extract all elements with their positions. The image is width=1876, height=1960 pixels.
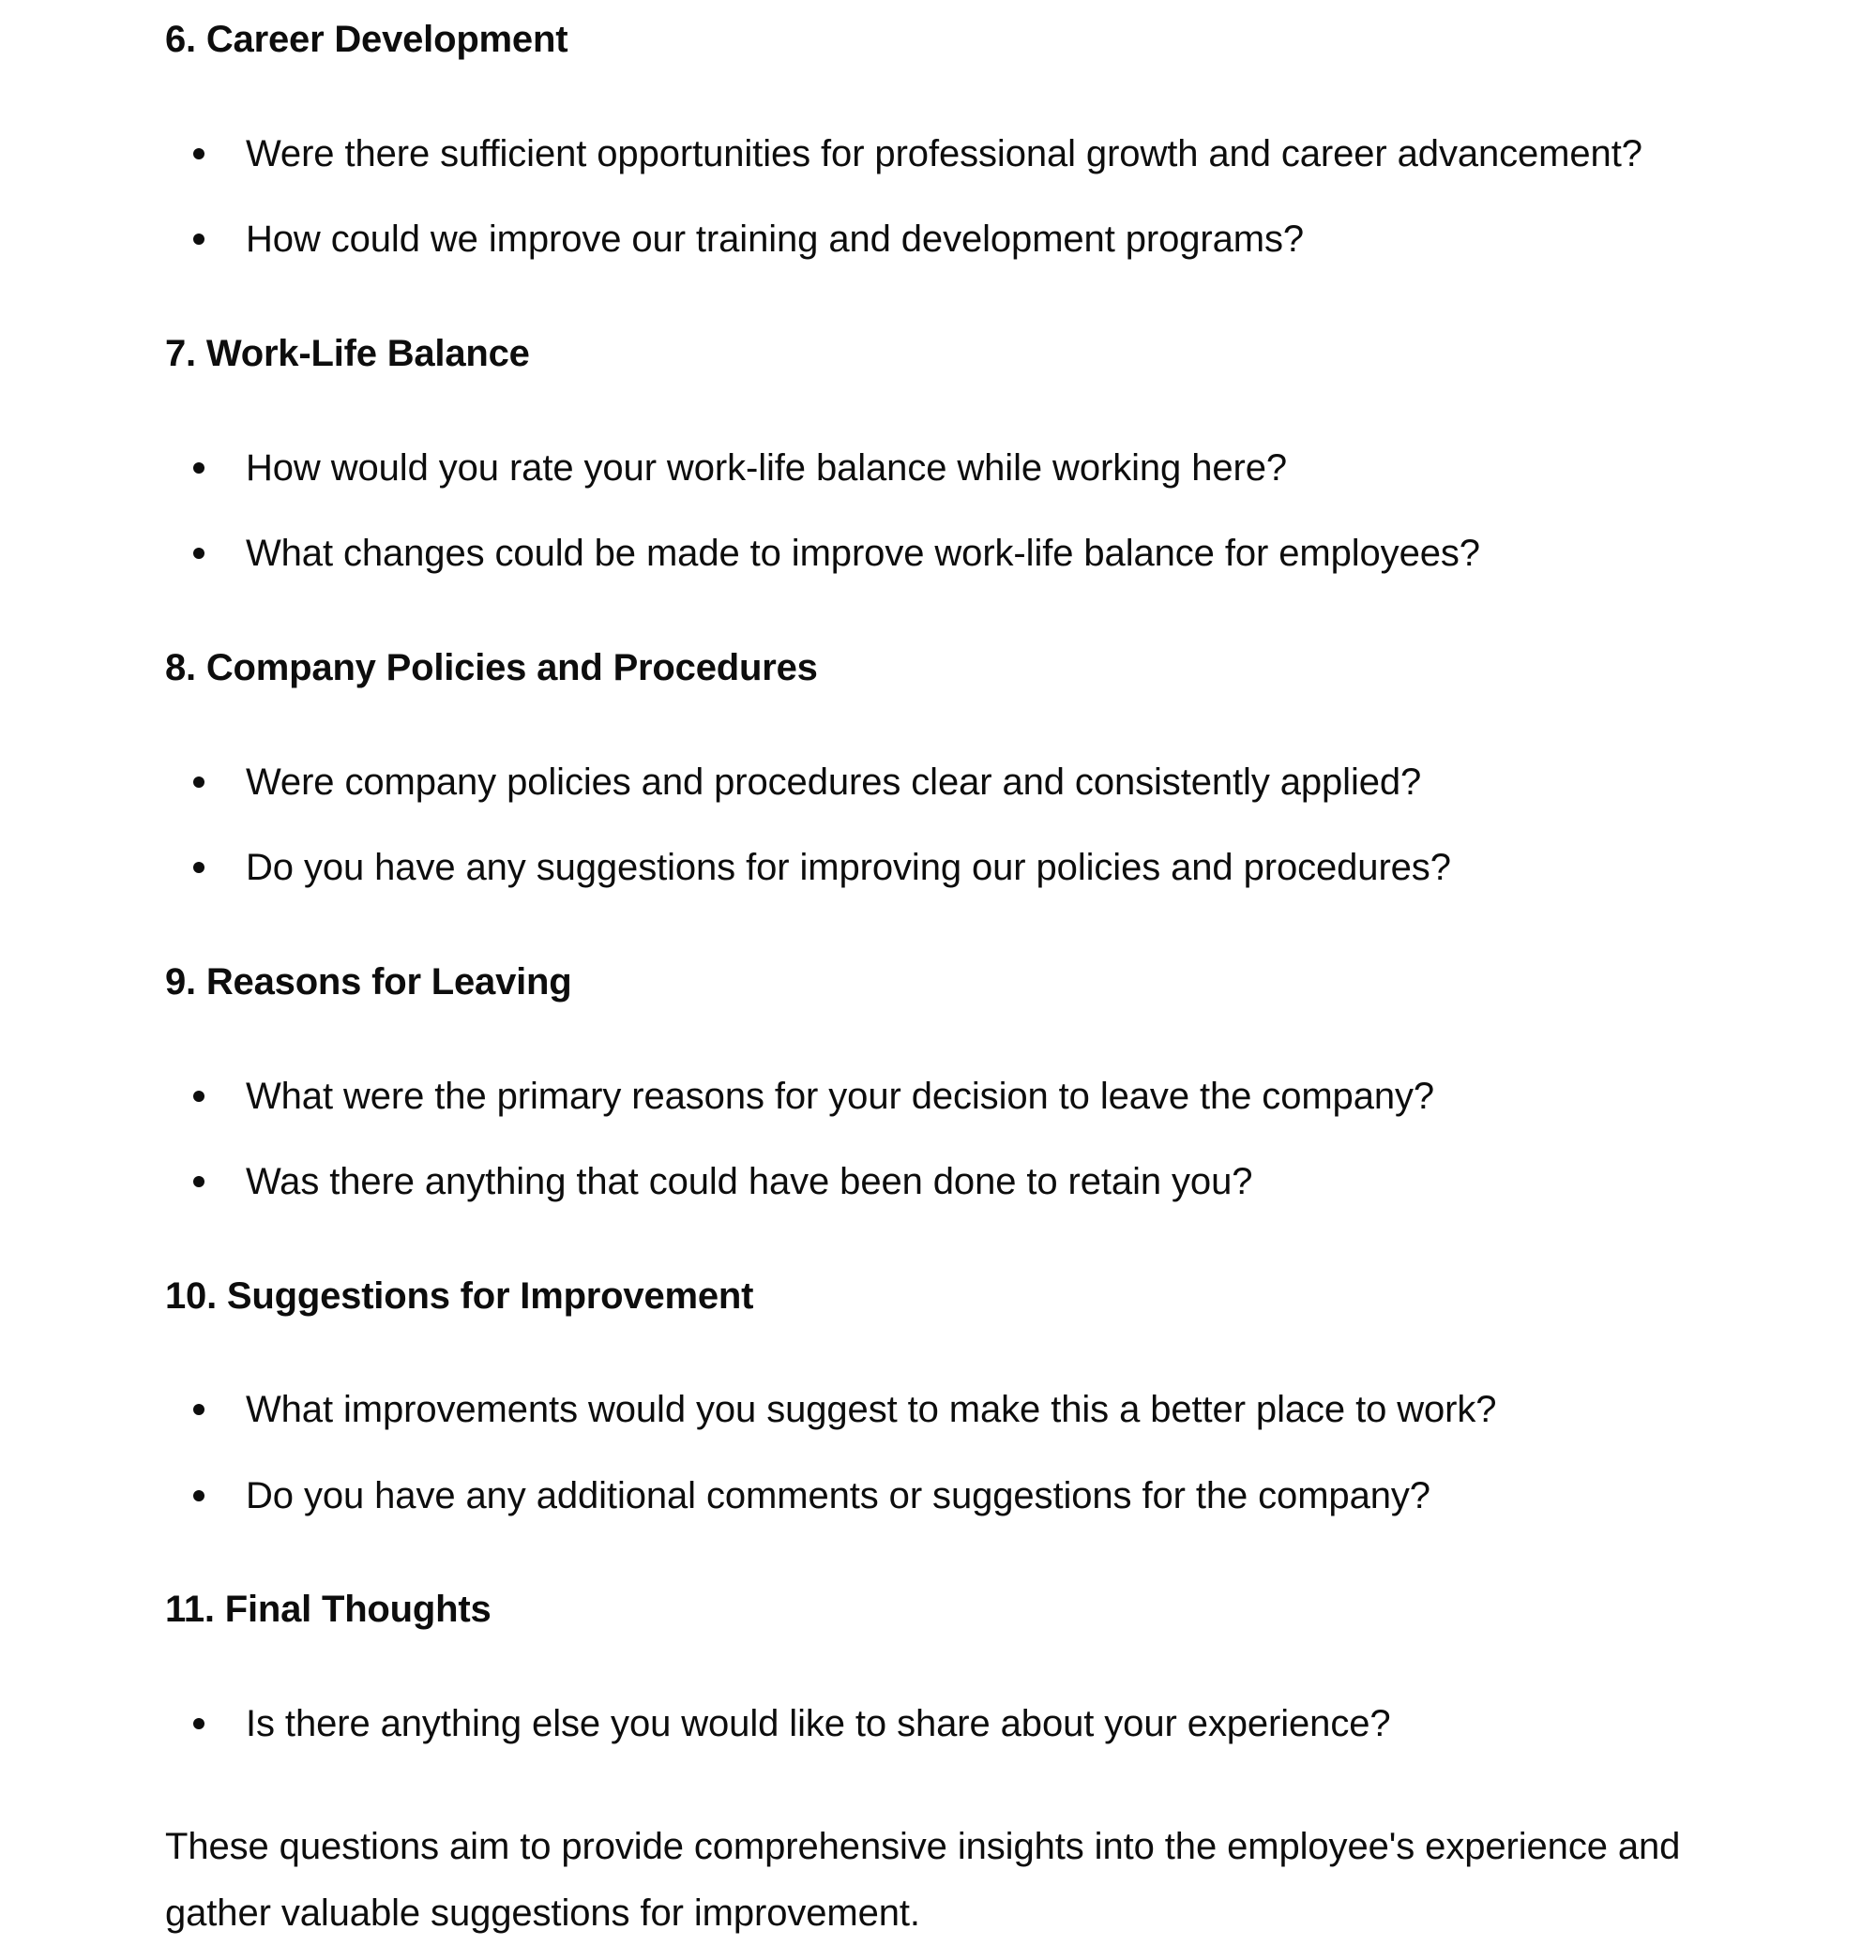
- question-text: How could we improve our training and development programs?: [246, 219, 1305, 260]
- bullet-icon: [193, 1718, 204, 1729]
- question-text: What were the primary reasons for your decision to leave the company?: [246, 1076, 1435, 1117]
- list-item: [193, 217, 1304, 262]
- question-text: Was there anything that could have been done to retain you?: [246, 1161, 1253, 1202]
- question-text: Is there anything else you would like to share about your experience?: [246, 1703, 1391, 1744]
- question-text: What improvements would you suggest to make this a better place to work?: [246, 1389, 1497, 1430]
- section-heading-final-thoughts: 11. Final Thoughts: [165, 1589, 492, 1630]
- section-heading-work-life-balance: 7. Work-Life Balance: [165, 333, 530, 374]
- list-item: [193, 445, 1287, 490]
- bullet-icon: [193, 1490, 204, 1501]
- list-item: [193, 760, 1421, 805]
- bullet-icon: [193, 548, 204, 559]
- question-text: What changes could be made to improve work-life balance for employees?: [246, 533, 1480, 574]
- section-heading-reasons-for-leaving: 9. Reasons for Leaving: [165, 961, 572, 1003]
- question-text: Do you have any additional comments or suggestions for the company?: [246, 1475, 1430, 1516]
- list-item: [193, 1387, 1496, 1432]
- bullet-icon: [193, 1404, 204, 1415]
- section-heading-career-development: 6. Career Development: [165, 19, 568, 60]
- bullet-icon: [193, 862, 204, 873]
- bullet-icon: [193, 148, 204, 159]
- question-text: Do you have any suggestions for improving our policies and procedures?: [246, 847, 1451, 888]
- bullet-icon: [193, 462, 204, 474]
- bullet-icon: [193, 234, 204, 245]
- list-item: [193, 845, 1451, 890]
- bullet-icon: [193, 1176, 204, 1187]
- list-item: [193, 1159, 1252, 1204]
- section-heading-company-policies: 8. Company Policies and Procedures: [165, 647, 818, 688]
- list-item: [193, 531, 1480, 576]
- list-item: [193, 1701, 1391, 1746]
- closing-paragraph: These questions aim to provide comprehensive insights into the employee's experience and gather valuable suggestions for improvement.: [165, 1826, 1681, 1934]
- question-text: Were there sufficient opportunities for professional growth and career advancement?: [246, 133, 1642, 174]
- list-item: [193, 1473, 1430, 1518]
- section-heading-suggestions: 10. Suggestions for Improvement: [165, 1275, 754, 1317]
- bullet-icon: [193, 776, 204, 788]
- list-item: [193, 131, 1642, 176]
- question-text: How would you rate your work-life balance while working here?: [246, 447, 1287, 489]
- list-item: [193, 1074, 1434, 1119]
- bullet-icon: [193, 1091, 204, 1102]
- question-text: Were company policies and procedures clear and consistently applied?: [246, 761, 1422, 803]
